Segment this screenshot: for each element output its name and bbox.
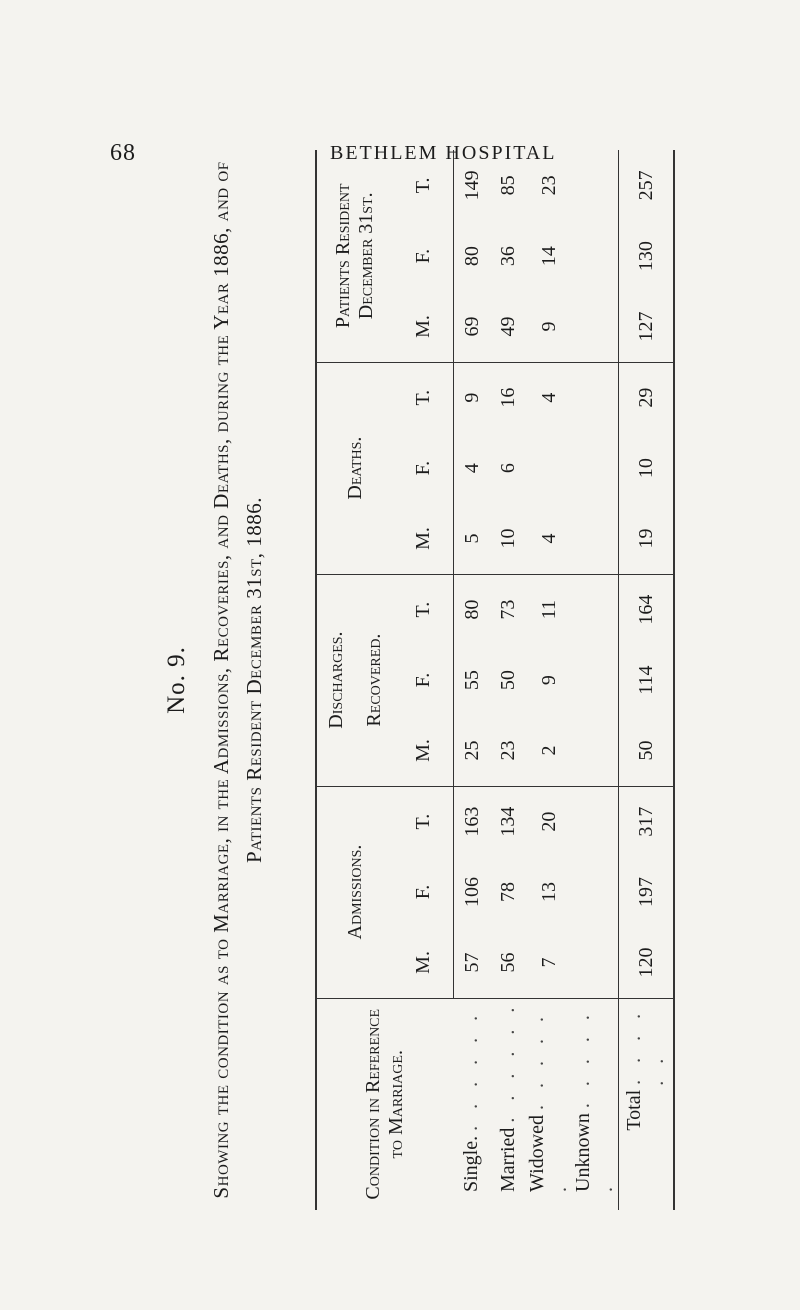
total-cell: 130: [619, 221, 675, 292]
table-row-widowed: [526, 150, 572, 1210]
cell: 9: [537, 675, 560, 686]
caption-line-1: Showing the condition as to Marriage, in the Admissions, Recoveries, and Deaths, during the Year 1886, and of: [209, 161, 233, 1199]
cell: [572, 574, 619, 645]
cell: 106: [460, 877, 483, 908]
cell: 9: [460, 392, 483, 403]
cell: 56: [490, 927, 526, 998]
caption-line-2: Patients Resident December 31st, 1886.: [242, 497, 266, 864]
cell: 80: [460, 599, 483, 620]
row-label: Married . . . . . .: [496, 1001, 519, 1192]
cell: 163: [460, 806, 483, 837]
total-cell: 120: [619, 927, 675, 998]
admissions-f-header: F.: [393, 857, 454, 928]
recovered-t-header: T.: [393, 574, 454, 645]
cell: 78: [496, 882, 519, 903]
cell: 11: [537, 600, 560, 620]
table-number: No. 9.: [163, 646, 190, 714]
cell: [572, 221, 619, 292]
total-cell: 29: [619, 362, 675, 433]
cell: 20: [537, 811, 560, 832]
cell: 80: [460, 246, 483, 267]
row-label: Single. . . . . . .: [460, 1009, 483, 1192]
admissions-header: Admissions.: [316, 786, 393, 998]
cell: [572, 503, 619, 574]
cell: 134: [496, 806, 519, 837]
total-label: Total . . . . . .: [619, 998, 675, 1210]
cell: 36: [496, 246, 519, 267]
cell: 14: [537, 246, 560, 267]
cell: 10: [490, 503, 526, 574]
cell: 73: [496, 599, 519, 620]
recovered-f-header: F.: [393, 645, 454, 716]
cell: [572, 786, 619, 857]
cell: [572, 927, 619, 998]
running-title: BETHLEM HOSPITAL: [330, 142, 557, 164]
cell: 85: [496, 175, 519, 196]
cell: 13: [537, 882, 560, 903]
cell: 149: [460, 170, 483, 201]
cell: [526, 433, 572, 504]
cell: [572, 362, 619, 433]
cell: 25: [454, 715, 491, 786]
cell: 23: [537, 175, 560, 196]
cell: 23: [490, 715, 526, 786]
total-cell: 197: [619, 857, 675, 928]
total-cell: 19: [619, 503, 675, 574]
cell: 4: [460, 463, 483, 474]
table-row-married: [490, 150, 526, 1210]
total-cell: 50: [619, 715, 675, 786]
cell: 55: [460, 670, 483, 691]
cell: 4: [526, 503, 572, 574]
cell: [572, 857, 619, 928]
cell: [572, 291, 619, 362]
cell: 4: [537, 392, 560, 403]
cell: 2: [526, 715, 572, 786]
total-cell: 114: [619, 645, 675, 716]
cell: 16: [496, 387, 519, 408]
deaths-t-header: T.: [393, 362, 454, 433]
total-cell: 164: [619, 574, 675, 645]
table-row-single: [454, 150, 491, 1210]
discharges-header: Discharges.: [316, 574, 355, 786]
cell: 6: [496, 463, 519, 474]
cell: 49: [490, 291, 526, 362]
table-row-unknown: [572, 150, 619, 1210]
cell: 57: [454, 927, 491, 998]
rotated-table-sheet: [155, 150, 700, 1210]
recovered-m-header: M.: [393, 715, 454, 786]
cell: [572, 715, 619, 786]
recovered-header: Recovered.: [355, 574, 393, 786]
total-cell: 317: [619, 786, 675, 857]
resident-header: Patients Resident December 31st.: [316, 150, 393, 362]
table-caption: [155, 150, 305, 1210]
marriage-condition-table: [315, 150, 675, 1210]
condition-header: Condition in Reference to Marriage.: [316, 998, 454, 1210]
admissions-t-header: T.: [393, 786, 454, 857]
deaths-header: Deaths.: [316, 362, 393, 574]
cell: 7: [526, 927, 572, 998]
deaths-m-header: M.: [393, 503, 454, 574]
total-cell: 127: [619, 291, 675, 362]
deaths-f-header: F.: [393, 433, 454, 504]
resident-t-header: T.: [393, 150, 454, 221]
cell: 69: [454, 291, 491, 362]
cell: 5: [454, 503, 491, 574]
total-cell: 10: [619, 433, 675, 504]
row-label: Widowed . . . . . .: [526, 1011, 571, 1192]
resident-m-header: M.: [393, 291, 454, 362]
cell: [572, 645, 619, 716]
table-row-total: [619, 150, 675, 1210]
total-cell: 257: [619, 150, 675, 221]
page-number: 68: [110, 140, 136, 166]
resident-f-header: F.: [393, 221, 454, 292]
cell: 9: [526, 291, 572, 362]
cell: [572, 150, 619, 221]
cell: 50: [496, 670, 519, 691]
cell: [572, 433, 619, 504]
admissions-m-header: M.: [393, 927, 454, 998]
row-label: Unknown . . . . . .: [572, 1009, 617, 1192]
